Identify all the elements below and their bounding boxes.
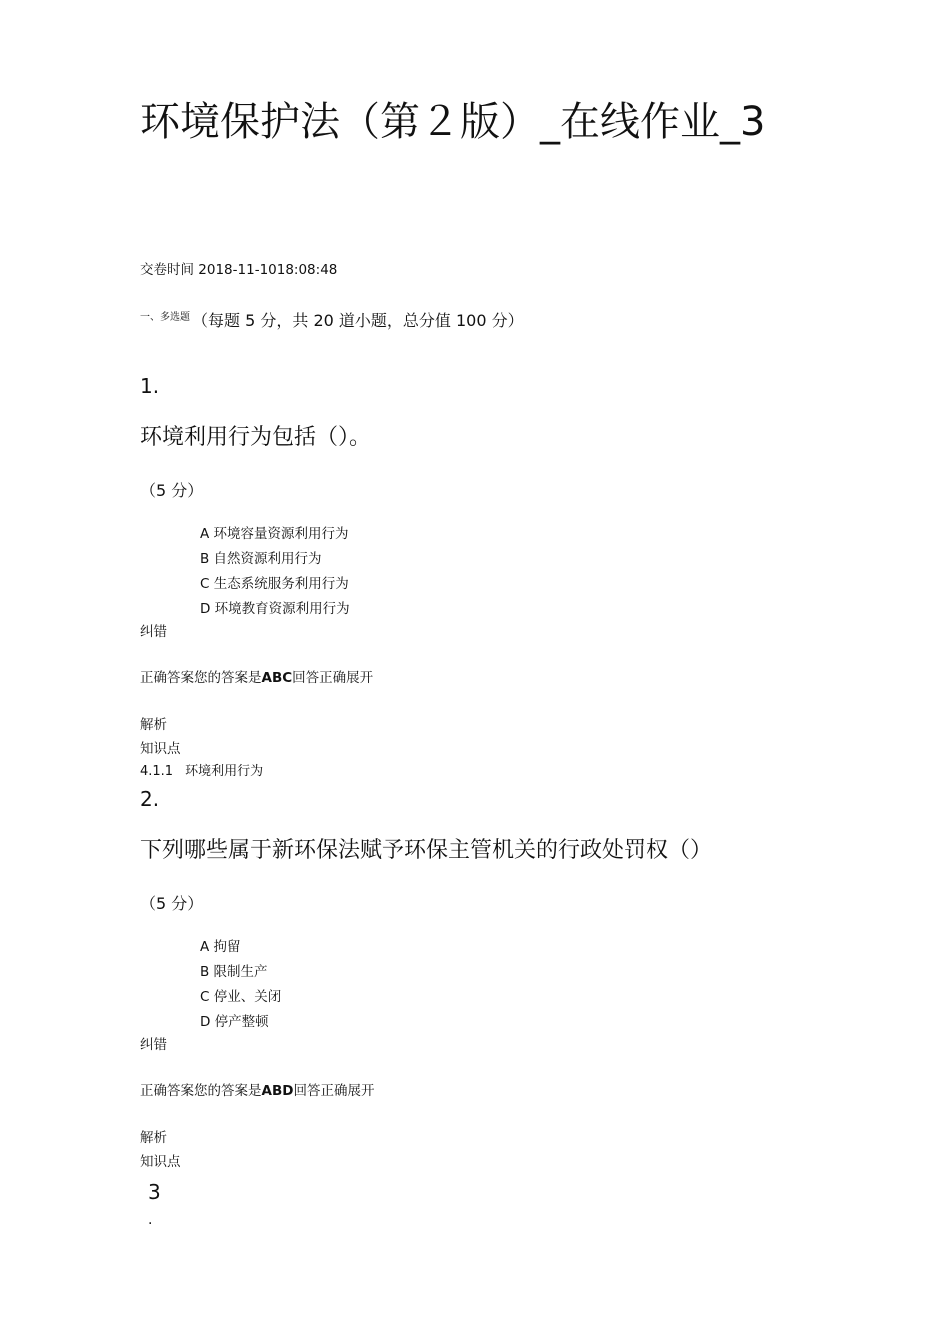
analysis-label: 解析 bbox=[140, 1130, 167, 1146]
option-c[interactable]: C 停业、关闭 bbox=[200, 989, 282, 1005]
answer-line bbox=[140, 666, 373, 686]
answer-expand[interactable]: 回答正确展开 bbox=[293, 1083, 375, 1099]
knowledge-label: 知识点 bbox=[140, 1154, 181, 1170]
question-score: （5 分） bbox=[140, 481, 204, 500]
section-desc: （每题 5 分，共 20 道小题，总分值 100 分） bbox=[192, 311, 524, 330]
option-d[interactable]: D 停产整顿 bbox=[200, 1014, 269, 1030]
answer-prefix: 正确答案您的答案是 bbox=[140, 670, 262, 686]
knowledge-point bbox=[140, 760, 263, 779]
option-b[interactable]: B 自然资源利用行为 bbox=[200, 551, 322, 567]
question-number-dot: . bbox=[148, 1212, 153, 1228]
section-header bbox=[140, 308, 524, 331]
submit-time: 交卷时间 2018-11-1018:08:48 bbox=[140, 262, 338, 278]
option-a[interactable]: A 环境容量资源利用行为 bbox=[200, 526, 349, 542]
option-b[interactable]: B 限制生产 bbox=[200, 964, 268, 980]
answer-code: ABD bbox=[261, 1083, 294, 1099]
answer-line bbox=[140, 1079, 374, 1099]
option-c[interactable]: C 生态系统服务利用行为 bbox=[200, 576, 349, 592]
question-score: （5 分） bbox=[140, 894, 204, 913]
option-d[interactable]: D 环境教育资源利用行为 bbox=[200, 601, 350, 617]
knowledge-code: 4.1.1 bbox=[140, 764, 174, 779]
question-number: 2. bbox=[140, 787, 160, 811]
answer-prefix: 正确答案您的答案是 bbox=[140, 1083, 262, 1099]
knowledge-label: 知识点 bbox=[140, 741, 181, 757]
question-text: 环境利用行为包括（）。 bbox=[140, 425, 372, 450]
answer-code: ABC bbox=[261, 670, 293, 686]
page-title: 环境保护法（第２版）_在线作业_3 bbox=[140, 99, 766, 145]
correction-link[interactable]: 纠错 bbox=[140, 1037, 167, 1053]
question-number: 3 bbox=[148, 1180, 161, 1204]
knowledge-name: 环境利用行为 bbox=[185, 764, 264, 779]
section-prefix: 一、多选题 bbox=[140, 312, 190, 323]
analysis-label: 解析 bbox=[140, 717, 167, 733]
option-a[interactable]: A 拘留 bbox=[200, 939, 241, 955]
question-text: 下列哪些属于新环保法赋予环保主管机关的行政处罚权（） bbox=[140, 838, 713, 863]
correction-link[interactable]: 纠错 bbox=[140, 624, 167, 640]
answer-expand[interactable]: 回答正确展开 bbox=[292, 670, 374, 686]
question-number: 1. bbox=[140, 374, 160, 398]
